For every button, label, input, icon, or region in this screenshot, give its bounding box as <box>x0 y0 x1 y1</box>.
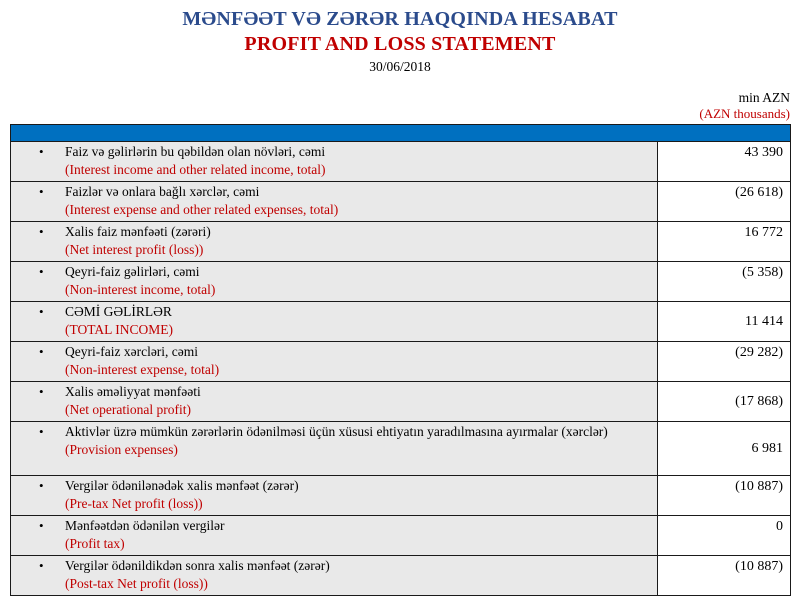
row-label-az: Faizlər və onlara bağlı xərclər, cəmi <box>65 184 260 199</box>
row-label-az: Vergilər ödənilənədək xalis mənfəət (zərər) <box>65 478 299 493</box>
bullet-icon: • <box>39 558 44 573</box>
row-label-az: Qeyri-faiz gəlirləri, cəmi <box>65 264 200 279</box>
table-row <box>11 142 790 182</box>
bullet-icon: • <box>39 344 44 359</box>
row-label-cell <box>11 302 658 341</box>
row-value <box>658 556 790 595</box>
table-row <box>11 516 790 556</box>
row-value <box>658 342 790 381</box>
row-value-text: (10 887) <box>735 559 783 574</box>
table-row <box>11 262 790 302</box>
bullet-icon: • <box>39 144 44 159</box>
table-row <box>11 182 790 222</box>
row-value-text: (5 358) <box>742 265 783 280</box>
row-value-text: 16 772 <box>744 225 783 240</box>
row-value-text: 43 390 <box>744 145 783 160</box>
row-value <box>658 182 790 221</box>
row-label-az: Faiz və gəlirlərin bu qəbildən olan növləri, cəmi <box>65 144 326 159</box>
row-value-text: (17 868) <box>735 393 783 409</box>
row-value <box>658 142 790 181</box>
document-header <box>0 0 800 76</box>
row-value <box>658 476 790 515</box>
unit-label-az: min AZN <box>738 90 790 105</box>
pnl-table <box>10 124 791 596</box>
bullet-icon: • <box>39 184 44 199</box>
table-header-band <box>11 125 790 142</box>
row-label-en: (Net operational profit) <box>65 402 191 417</box>
bullet-icon: • <box>39 518 44 533</box>
table-row <box>11 476 790 516</box>
bullet-icon: • <box>39 478 44 493</box>
row-label-cell <box>11 182 658 221</box>
page-title-az: MƏNFƏƏT VƏ ZƏRƏR HAQQINDA HESABAT <box>182 8 618 30</box>
row-label-en: (Net interest profit (loss)) <box>65 242 204 257</box>
table-row <box>11 342 790 382</box>
row-label-en: (Non-interest income, total) <box>65 282 216 297</box>
row-label-az: CƏMİ GƏLİRLƏR <box>65 304 172 319</box>
row-label-az: Xalis əməliyyat mənfəəti <box>65 384 201 399</box>
report-date: 30/06/2018 <box>369 59 431 74</box>
row-value-text: (29 282) <box>735 345 783 360</box>
table-row <box>11 302 790 342</box>
row-value-text: (10 887) <box>735 479 783 494</box>
row-label-az: Aktivlər üzrə mümkün zərərlərin ödənilməsi üçün xüsusi ehtiyatın yaradılmasına ayırmalar (xərclər) <box>65 424 608 439</box>
row-label-cell <box>11 476 658 515</box>
row-label-en: (Interest expense and other related expenses, total) <box>65 202 339 217</box>
row-value-text: 0 <box>776 519 783 534</box>
row-label-en: (Pre-tax Net profit (loss)) <box>65 496 203 511</box>
row-label-en: (Provision expenses) <box>65 442 178 457</box>
row-label-cell <box>11 556 658 595</box>
row-label-cell <box>11 342 658 381</box>
row-label-az: Qeyri-faiz xərcləri, cəmi <box>65 344 199 359</box>
bullet-icon: • <box>39 224 44 239</box>
table-row <box>11 222 790 262</box>
row-label-en: (Non-interest expense, total) <box>65 362 220 377</box>
row-label-en: (TOTAL INCOME) <box>65 322 174 337</box>
row-value <box>658 222 790 261</box>
bullet-icon: • <box>39 264 44 279</box>
row-label-en: (Post-tax Net profit (loss)) <box>65 576 208 591</box>
row-value-text: 11 414 <box>745 313 783 329</box>
row-value <box>658 516 790 555</box>
table-row <box>11 382 790 422</box>
row-label-cell <box>11 222 658 261</box>
row-label-cell <box>11 516 658 555</box>
row-value-text: 6 981 <box>751 440 783 456</box>
row-label-az: Vergilər ödənildikdən sonra xalis mənfəət (zərər) <box>65 558 330 573</box>
row-value <box>658 382 790 421</box>
table-row <box>11 556 790 595</box>
row-value <box>658 262 790 301</box>
row-value <box>658 422 790 475</box>
bullet-icon: • <box>39 424 44 439</box>
row-label-cell <box>11 382 658 421</box>
page-title-en: PROFIT AND LOSS STATEMENT <box>244 33 556 55</box>
table-row <box>11 422 790 476</box>
row-label-cell <box>11 422 658 475</box>
row-label-en: (Interest income and other related income, total) <box>65 162 326 177</box>
row-label-cell <box>11 262 658 301</box>
row-label-az: Mənfəətdən ödənilən vergilər <box>65 518 225 533</box>
bullet-icon: • <box>39 384 44 399</box>
row-value-text: (26 618) <box>735 185 783 200</box>
units-block <box>699 90 790 122</box>
row-label-cell <box>11 142 658 181</box>
row-label-en: (Profit tax) <box>65 536 125 551</box>
unit-label-en: (AZN thousands) <box>699 106 790 121</box>
row-value <box>658 302 790 341</box>
bullet-icon: • <box>39 304 44 319</box>
row-label-az: Xalis faiz mənfəəti (zərəri) <box>65 224 211 239</box>
